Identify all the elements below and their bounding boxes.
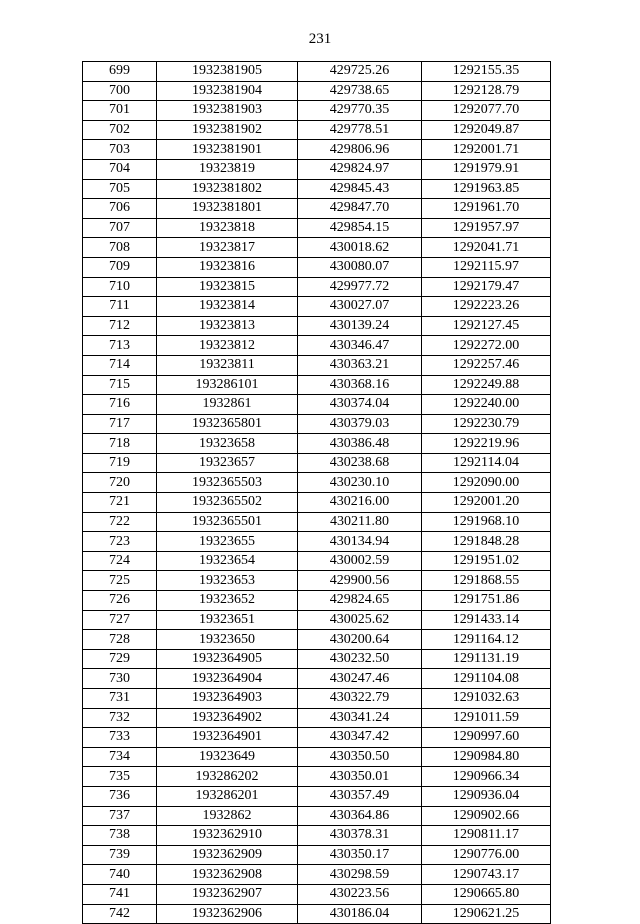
table-row xyxy=(83,904,551,924)
point-id-cell: 1932362910 xyxy=(157,826,298,846)
table-row xyxy=(83,845,551,865)
table-row xyxy=(83,806,551,826)
point-id-cell: 19323655 xyxy=(157,532,298,552)
table-row xyxy=(83,355,551,375)
point-number-cell: 738 xyxy=(83,826,157,846)
y-coordinate-cell: 1290984.80 xyxy=(422,747,551,767)
x-coordinate-cell: 430357.49 xyxy=(298,786,422,806)
point-id-cell: 19323651 xyxy=(157,610,298,630)
y-coordinate-cell: 1292077.70 xyxy=(422,101,551,121)
point-number-cell: 720 xyxy=(83,473,157,493)
x-coordinate-cell: 429824.65 xyxy=(298,591,422,611)
point-id-cell: 1932365503 xyxy=(157,473,298,493)
table-row xyxy=(83,101,551,121)
y-coordinate-cell: 1292230.79 xyxy=(422,414,551,434)
point-id-cell: 19323653 xyxy=(157,571,298,591)
point-number-cell: 701 xyxy=(83,101,157,121)
table-row xyxy=(83,297,551,317)
x-coordinate-cell: 429854.15 xyxy=(298,218,422,238)
x-coordinate-cell: 430322.79 xyxy=(298,689,422,709)
point-number-cell: 724 xyxy=(83,551,157,571)
y-coordinate-cell: 1292240.00 xyxy=(422,395,551,415)
table-row xyxy=(83,453,551,473)
y-coordinate-cell: 1291968.10 xyxy=(422,512,551,532)
point-id-cell: 1932365501 xyxy=(157,512,298,532)
y-coordinate-cell: 1292001.20 xyxy=(422,493,551,513)
point-id-cell: 19323817 xyxy=(157,238,298,258)
x-coordinate-cell: 430378.31 xyxy=(298,826,422,846)
point-number-cell: 714 xyxy=(83,355,157,375)
point-number-cell: 718 xyxy=(83,434,157,454)
point-id-cell: 1932364902 xyxy=(157,708,298,728)
table-row xyxy=(83,591,551,611)
table-row xyxy=(83,336,551,356)
y-coordinate-cell: 1292223.26 xyxy=(422,297,551,317)
x-coordinate-cell: 430374.04 xyxy=(298,395,422,415)
point-number-cell: 700 xyxy=(83,81,157,101)
y-coordinate-cell: 1292090.00 xyxy=(422,473,551,493)
point-id-cell: 193286201 xyxy=(157,786,298,806)
point-number-cell: 707 xyxy=(83,218,157,238)
point-id-cell: 1932365801 xyxy=(157,414,298,434)
y-coordinate-cell: 1291032.63 xyxy=(422,689,551,709)
table-row xyxy=(83,414,551,434)
table-row xyxy=(83,493,551,513)
x-coordinate-cell: 430350.17 xyxy=(298,845,422,865)
point-number-cell: 737 xyxy=(83,806,157,826)
point-id-cell: 1932381902 xyxy=(157,120,298,140)
x-coordinate-cell: 430211.80 xyxy=(298,512,422,532)
point-id-cell: 1932381802 xyxy=(157,179,298,199)
table-row xyxy=(83,728,551,748)
x-coordinate-cell: 430025.62 xyxy=(298,610,422,630)
x-coordinate-cell: 429977.72 xyxy=(298,277,422,297)
y-coordinate-cell: 1292249.88 xyxy=(422,375,551,395)
x-coordinate-cell: 430232.50 xyxy=(298,649,422,669)
y-coordinate-cell: 1290621.25 xyxy=(422,904,551,924)
y-coordinate-cell: 1290997.60 xyxy=(422,728,551,748)
table-row xyxy=(83,277,551,297)
y-coordinate-cell: 1290665.80 xyxy=(422,884,551,904)
y-coordinate-cell: 1292257.46 xyxy=(422,355,551,375)
y-coordinate-cell: 1292155.35 xyxy=(422,62,551,82)
point-id-cell: 19323812 xyxy=(157,336,298,356)
y-coordinate-cell: 1292272.00 xyxy=(422,336,551,356)
x-coordinate-cell: 430186.04 xyxy=(298,904,422,924)
point-number-cell: 740 xyxy=(83,865,157,885)
table-row xyxy=(83,140,551,160)
point-id-cell: 19323658 xyxy=(157,434,298,454)
table-row xyxy=(83,512,551,532)
point-id-cell: 19323811 xyxy=(157,355,298,375)
point-number-cell: 736 xyxy=(83,786,157,806)
point-number-cell: 702 xyxy=(83,120,157,140)
point-number-cell: 731 xyxy=(83,689,157,709)
point-number-cell: 708 xyxy=(83,238,157,258)
y-coordinate-cell: 1291957.97 xyxy=(422,218,551,238)
x-coordinate-cell: 430346.47 xyxy=(298,336,422,356)
y-coordinate-cell: 1291131.19 xyxy=(422,649,551,669)
x-coordinate-cell: 429900.56 xyxy=(298,571,422,591)
point-number-cell: 712 xyxy=(83,316,157,336)
y-coordinate-cell: 1290743.17 xyxy=(422,865,551,885)
point-number-cell: 729 xyxy=(83,649,157,669)
y-coordinate-cell: 1292115.97 xyxy=(422,257,551,277)
point-id-cell: 1932381903 xyxy=(157,101,298,121)
y-coordinate-cell: 1291868.55 xyxy=(422,571,551,591)
point-number-cell: 719 xyxy=(83,453,157,473)
x-coordinate-cell: 430247.46 xyxy=(298,669,422,689)
x-coordinate-cell: 430223.56 xyxy=(298,884,422,904)
x-coordinate-cell: 430347.42 xyxy=(298,728,422,748)
point-number-cell: 734 xyxy=(83,747,157,767)
point-number-cell: 741 xyxy=(83,884,157,904)
table-row xyxy=(83,884,551,904)
table-row xyxy=(83,532,551,552)
table-row xyxy=(83,689,551,709)
table-row xyxy=(83,199,551,219)
point-id-cell: 1932362906 xyxy=(157,904,298,924)
table-row xyxy=(83,610,551,630)
y-coordinate-cell: 1292049.87 xyxy=(422,120,551,140)
table-row xyxy=(83,434,551,454)
y-coordinate-cell: 1290902.66 xyxy=(422,806,551,826)
point-id-cell: 19323657 xyxy=(157,453,298,473)
table-row xyxy=(83,865,551,885)
table-row xyxy=(83,826,551,846)
point-number-cell: 715 xyxy=(83,375,157,395)
x-coordinate-cell: 430386.48 xyxy=(298,434,422,454)
table-row xyxy=(83,316,551,336)
point-number-cell: 716 xyxy=(83,395,157,415)
point-number-cell: 709 xyxy=(83,257,157,277)
point-id-cell: 19323654 xyxy=(157,551,298,571)
x-coordinate-cell: 430018.62 xyxy=(298,238,422,258)
y-coordinate-cell: 1292127.45 xyxy=(422,316,551,336)
y-coordinate-cell: 1292001.71 xyxy=(422,140,551,160)
x-coordinate-cell: 430027.07 xyxy=(298,297,422,317)
point-id-cell: 193286202 xyxy=(157,767,298,787)
point-number-cell: 728 xyxy=(83,630,157,650)
point-id-cell: 1932364905 xyxy=(157,649,298,669)
x-coordinate-cell: 430350.50 xyxy=(298,747,422,767)
y-coordinate-cell: 1290811.17 xyxy=(422,826,551,846)
table-row xyxy=(83,786,551,806)
point-id-cell: 19323813 xyxy=(157,316,298,336)
y-coordinate-cell: 1291433.14 xyxy=(422,610,551,630)
x-coordinate-cell: 429845.43 xyxy=(298,179,422,199)
x-coordinate-cell: 430080.07 xyxy=(298,257,422,277)
x-coordinate-cell: 430200.64 xyxy=(298,630,422,650)
x-coordinate-cell: 429770.35 xyxy=(298,101,422,121)
y-coordinate-cell: 1292041.71 xyxy=(422,238,551,258)
point-id-cell: 1932861 xyxy=(157,395,298,415)
point-id-cell: 1932381904 xyxy=(157,81,298,101)
table-row xyxy=(83,179,551,199)
coordinates-table xyxy=(82,61,551,924)
x-coordinate-cell: 430216.00 xyxy=(298,493,422,513)
y-coordinate-cell: 1291848.28 xyxy=(422,532,551,552)
table-row xyxy=(83,257,551,277)
coordinates-table-body xyxy=(83,62,551,924)
y-coordinate-cell: 1290776.00 xyxy=(422,845,551,865)
table-row xyxy=(83,551,551,571)
x-coordinate-cell: 430350.01 xyxy=(298,767,422,787)
x-coordinate-cell: 430363.21 xyxy=(298,355,422,375)
point-id-cell: 1932364903 xyxy=(157,689,298,709)
table-row xyxy=(83,81,551,101)
table-row xyxy=(83,649,551,669)
x-coordinate-cell: 429847.70 xyxy=(298,199,422,219)
y-coordinate-cell: 1292179.47 xyxy=(422,277,551,297)
point-id-cell: 1932862 xyxy=(157,806,298,826)
point-id-cell: 1932362908 xyxy=(157,865,298,885)
point-number-cell: 699 xyxy=(83,62,157,82)
table-row xyxy=(83,630,551,650)
x-coordinate-cell: 430364.86 xyxy=(298,806,422,826)
point-id-cell: 19323649 xyxy=(157,747,298,767)
point-id-cell: 19323819 xyxy=(157,159,298,179)
y-coordinate-cell: 1291961.70 xyxy=(422,199,551,219)
x-coordinate-cell: 429824.97 xyxy=(298,159,422,179)
y-coordinate-cell: 1291104.08 xyxy=(422,669,551,689)
point-number-cell: 717 xyxy=(83,414,157,434)
point-number-cell: 722 xyxy=(83,512,157,532)
table-row xyxy=(83,669,551,689)
y-coordinate-cell: 1291011.59 xyxy=(422,708,551,728)
point-number-cell: 703 xyxy=(83,140,157,160)
point-id-cell: 1932362907 xyxy=(157,884,298,904)
point-number-cell: 726 xyxy=(83,591,157,611)
x-coordinate-cell: 430139.24 xyxy=(298,316,422,336)
table-row xyxy=(83,571,551,591)
x-coordinate-cell: 429778.51 xyxy=(298,120,422,140)
x-coordinate-cell: 430298.59 xyxy=(298,865,422,885)
point-id-cell: 1932381801 xyxy=(157,199,298,219)
point-id-cell: 19323814 xyxy=(157,297,298,317)
table-row xyxy=(83,395,551,415)
point-number-cell: 710 xyxy=(83,277,157,297)
y-coordinate-cell: 1290966.34 xyxy=(422,767,551,787)
point-number-cell: 713 xyxy=(83,336,157,356)
y-coordinate-cell: 1292128.79 xyxy=(422,81,551,101)
point-number-cell: 730 xyxy=(83,669,157,689)
point-id-cell: 19323652 xyxy=(157,591,298,611)
point-number-cell: 742 xyxy=(83,904,157,924)
point-number-cell: 725 xyxy=(83,571,157,591)
x-coordinate-cell: 429806.96 xyxy=(298,140,422,160)
table-row xyxy=(83,747,551,767)
x-coordinate-cell: 429738.65 xyxy=(298,81,422,101)
point-id-cell: 193286101 xyxy=(157,375,298,395)
x-coordinate-cell: 430341.24 xyxy=(298,708,422,728)
point-id-cell: 1932364904 xyxy=(157,669,298,689)
y-coordinate-cell: 1290936.04 xyxy=(422,786,551,806)
table-row xyxy=(83,767,551,787)
point-number-cell: 732 xyxy=(83,708,157,728)
table-row xyxy=(83,120,551,140)
point-id-cell: 19323650 xyxy=(157,630,298,650)
x-coordinate-cell: 430230.10 xyxy=(298,473,422,493)
y-coordinate-cell: 1291979.91 xyxy=(422,159,551,179)
point-id-cell: 1932365502 xyxy=(157,493,298,513)
table-row xyxy=(83,708,551,728)
point-number-cell: 727 xyxy=(83,610,157,630)
y-coordinate-cell: 1292219.96 xyxy=(422,434,551,454)
point-number-cell: 735 xyxy=(83,767,157,787)
y-coordinate-cell: 1291963.85 xyxy=(422,179,551,199)
table-row xyxy=(83,159,551,179)
table-row xyxy=(83,62,551,82)
y-coordinate-cell: 1292114.04 xyxy=(422,453,551,473)
page-number: 231 xyxy=(308,31,332,47)
point-id-cell: 1932381901 xyxy=(157,140,298,160)
point-number-cell: 711 xyxy=(83,297,157,317)
table-row xyxy=(83,218,551,238)
x-coordinate-cell: 430379.03 xyxy=(298,414,422,434)
y-coordinate-cell: 1291164.12 xyxy=(422,630,551,650)
point-number-cell: 733 xyxy=(83,728,157,748)
point-id-cell: 19323818 xyxy=(157,218,298,238)
point-number-cell: 706 xyxy=(83,199,157,219)
x-coordinate-cell: 430134.94 xyxy=(298,532,422,552)
y-coordinate-cell: 1291951.02 xyxy=(422,551,551,571)
point-number-cell: 705 xyxy=(83,179,157,199)
point-number-cell: 704 xyxy=(83,159,157,179)
table-row xyxy=(83,473,551,493)
point-id-cell: 1932362909 xyxy=(157,845,298,865)
table-row xyxy=(83,238,551,258)
x-coordinate-cell: 430238.68 xyxy=(298,453,422,473)
x-coordinate-cell: 430002.59 xyxy=(298,551,422,571)
y-coordinate-cell: 1291751.86 xyxy=(422,591,551,611)
point-number-cell: 739 xyxy=(83,845,157,865)
point-id-cell: 1932364901 xyxy=(157,728,298,748)
table-row xyxy=(83,375,551,395)
point-id-cell: 19323816 xyxy=(157,257,298,277)
point-number-cell: 723 xyxy=(83,532,157,552)
point-id-cell: 19323815 xyxy=(157,277,298,297)
x-coordinate-cell: 429725.26 xyxy=(298,62,422,82)
point-number-cell: 721 xyxy=(83,493,157,513)
x-coordinate-cell: 430368.16 xyxy=(298,375,422,395)
point-id-cell: 1932381905 xyxy=(157,62,298,82)
